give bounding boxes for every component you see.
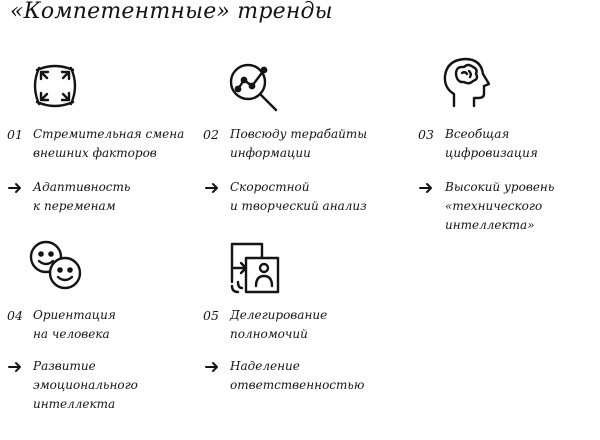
trend-result: Скоростной и творческий анализ [230, 180, 367, 213]
delegation-documents-icon [224, 236, 284, 296]
trend-result: Адаптивность к переменам [33, 180, 131, 213]
trend-number: 01 [7, 127, 23, 142]
trend-heading: Повсюду терабайты информации [230, 127, 368, 160]
arrow-right-icon [8, 182, 22, 194]
arrow-right-icon [8, 361, 22, 373]
magnifier-chart-icon [224, 56, 284, 116]
trend-heading: Делегирование полномочий [230, 308, 328, 341]
arrow-right-icon [205, 361, 219, 373]
trend-number: 05 [203, 308, 219, 323]
smiley-faces-icon [25, 236, 85, 296]
trend-number: 03 [418, 127, 434, 142]
arrow-right-icon [205, 182, 219, 194]
trend-heading: Всеобщая цифровизация [445, 127, 538, 160]
four-arrows-cycle-icon [25, 56, 85, 116]
trend-result: Высокий уровень «технического интеллекта» [445, 180, 555, 232]
arrow-right-icon [419, 182, 433, 194]
trend-heading: Стремительная смена внешних факторов [33, 127, 185, 160]
page-title: «Компетентные» тренды [10, 0, 333, 24]
trend-result: Наделение ответственностью [230, 359, 365, 392]
trend-heading: Ориентация на человека [33, 308, 116, 341]
ai-head-icon [436, 52, 496, 112]
trend-number: 04 [7, 308, 23, 323]
trend-number: 02 [203, 127, 219, 142]
trend-result: Развитие эмоционального интеллекта [33, 359, 138, 411]
